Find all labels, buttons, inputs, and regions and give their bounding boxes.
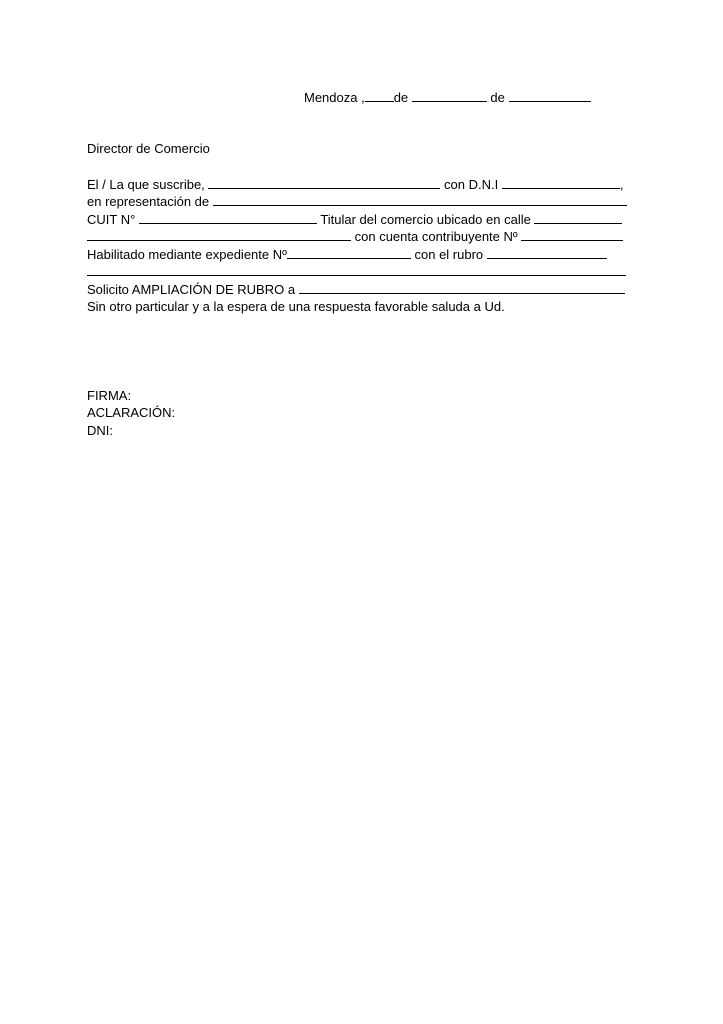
suscribe-label: El / La que suscribe,	[87, 177, 205, 192]
body-line-3	[87, 211, 622, 228]
comma: ,	[619, 177, 624, 192]
representacion-label: en representación de	[87, 194, 210, 209]
rubro-blank[interactable]	[487, 246, 607, 259]
body-line-4	[87, 228, 623, 245]
body-line-2	[87, 193, 627, 210]
firma-label: FIRMA:	[87, 388, 132, 403]
ampliacion-blank[interactable]	[299, 281, 625, 294]
ampliacion-label: Solicito AMPLIACIÓN DE RUBRO a	[87, 282, 296, 297]
closing-line: Sin otro particular y a la espera de una respuesta favorable saluda a Ud.	[87, 299, 505, 314]
body-line-5	[87, 246, 607, 263]
month-blank[interactable]	[412, 89, 487, 102]
name-blank[interactable]	[208, 176, 440, 189]
calle-blank[interactable]	[534, 211, 622, 224]
cuit-blank[interactable]	[139, 211, 317, 224]
rubro-continued-blank[interactable]	[87, 263, 626, 276]
year-blank[interactable]	[509, 89, 591, 102]
de-label-2: de	[490, 90, 505, 105]
expediente-blank[interactable]	[287, 246, 411, 259]
contribuyente-label: con cuenta contribuyente Nº	[354, 229, 518, 244]
body-line-6	[87, 263, 626, 280]
cuit-label: CUIT N°	[87, 212, 136, 227]
body-line-7	[87, 281, 625, 298]
body-line-1	[87, 176, 623, 193]
date-line	[304, 89, 591, 106]
calle-label: Titular del comercio ubicado en calle	[320, 212, 531, 227]
rubro-label: con el rubro	[414, 247, 484, 262]
dni-blank[interactable]	[502, 176, 620, 189]
representacion-blank[interactable]	[213, 193, 627, 206]
dni-label: con D.N.I	[444, 177, 499, 192]
expediente-label: Habilitado mediante expediente Nº	[87, 247, 287, 262]
dni-signature-label: DNI:	[87, 423, 113, 438]
aclaracion-label: ACLARACIÓN:	[87, 405, 176, 420]
calle-continued-blank[interactable]	[87, 228, 351, 241]
de-label-1: de	[393, 90, 409, 105]
day-blank[interactable]	[365, 89, 394, 102]
contribuyente-blank[interactable]	[521, 228, 623, 241]
recipient: Director de Comercio	[87, 141, 210, 156]
city-label: Mendoza ,	[304, 90, 365, 105]
